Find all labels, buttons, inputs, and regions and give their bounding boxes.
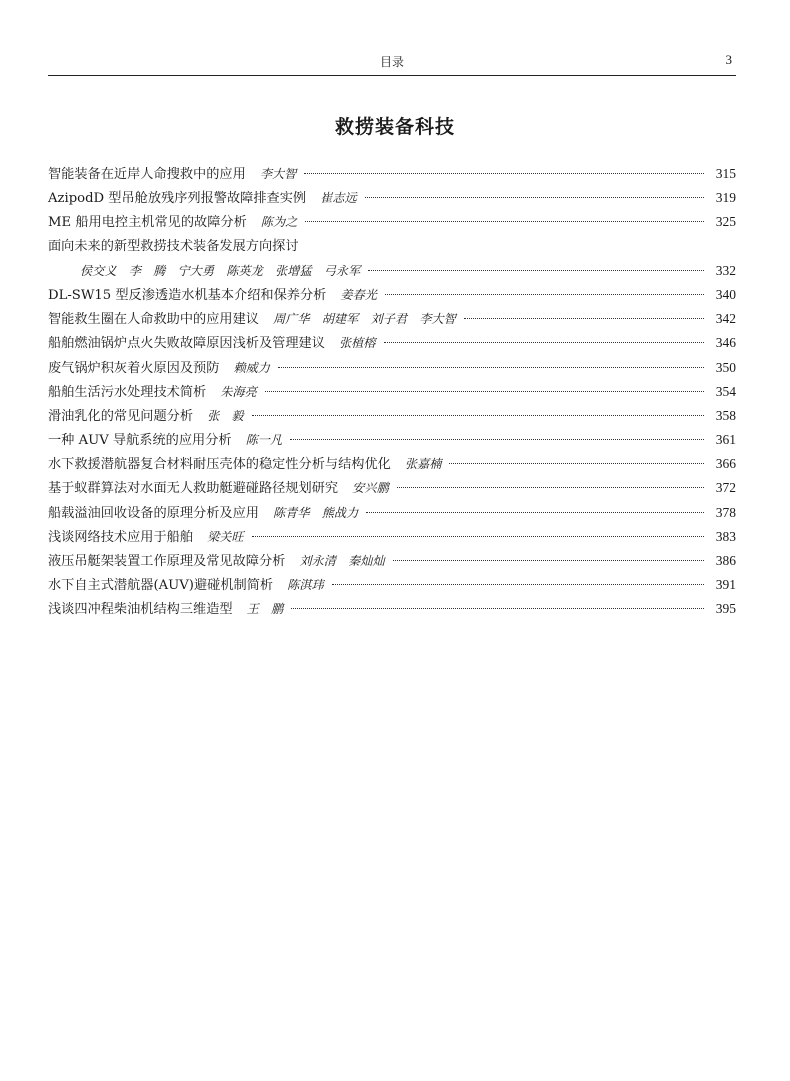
running-header xyxy=(48,50,736,72)
dot-leader xyxy=(265,391,704,392)
toc-entry-page: 319 xyxy=(715,190,736,206)
toc-entry-title: DL-SW15 型反渗透造水机基本介绍和保养分析 xyxy=(48,287,327,303)
toc-entry-authors: 侯交义 李 腾 宁大勇 陈英龙 张增猛 弓永军 xyxy=(80,263,361,278)
toc-entry-title: AzipodD 型吊舱放残序列报警故障排查实例 xyxy=(48,191,307,207)
toc-entry[interactable] xyxy=(48,597,736,621)
toc-entry-authors: 崔志远 xyxy=(320,191,357,206)
toc-entry-authors: 张植榕 xyxy=(338,336,376,351)
dot-leader xyxy=(291,608,704,609)
toc-entry-authors: 张嘉楠 xyxy=(404,457,442,472)
dot-leader xyxy=(384,342,705,343)
toc-entry-page: 386 xyxy=(715,553,736,568)
dot-leader xyxy=(393,560,704,561)
toc-entry-page: 383 xyxy=(715,528,736,544)
toc-entry-page: 354 xyxy=(715,383,736,399)
toc-entry-page: 391 xyxy=(715,577,736,593)
toc-entry-page: 361 xyxy=(715,432,736,448)
toc-entry[interactable] xyxy=(48,356,736,380)
toc-entry-authors: 陈一凡 xyxy=(245,433,283,448)
dot-leader xyxy=(305,221,704,222)
dot-leader xyxy=(385,294,704,295)
dot-leader xyxy=(449,463,704,464)
toc-entry-title: 智能救生圈在人命救助中的应用建议 xyxy=(48,312,259,328)
toc-entry[interactable] xyxy=(48,501,736,525)
toc-entry-page: 366 xyxy=(715,456,736,472)
toc-entry-page: 325 xyxy=(715,214,736,230)
dot-leader xyxy=(464,318,704,319)
toc-entry-title: 液压吊艇架装置工作原理及常见故障分析 xyxy=(48,554,286,569)
toc-entry-authors: 张 毅 xyxy=(207,408,244,423)
page-number: 3 xyxy=(725,52,732,67)
toc-entry-page: 340 xyxy=(715,286,736,302)
toc-entry-page: 350 xyxy=(715,359,736,375)
toc-entry-authors: 赖威力 xyxy=(233,360,270,375)
dot-leader xyxy=(365,197,704,198)
toc-entry-title: 水下自主式潜航器(AUV)避碰机制简析 xyxy=(48,578,274,594)
dot-leader xyxy=(252,415,704,416)
dot-leader xyxy=(366,512,704,513)
table-of-contents xyxy=(48,162,736,622)
toc-entry[interactable] xyxy=(48,404,736,428)
toc-entry-page: 332 xyxy=(715,262,736,278)
toc-entry-page: 372 xyxy=(715,480,736,496)
toc-entry-page: 342 xyxy=(715,311,736,327)
toc-entry-title: 水下救援潜航器复合材料耐压壳体的稳定性分析与结构优化 xyxy=(48,457,391,473)
section-title: 救捞装备科技 xyxy=(334,116,455,138)
toc-entry-authors: 王 鹏 xyxy=(246,602,284,617)
toc-entry-title: 废气锅炉积灰着火原因及预防 xyxy=(48,360,220,376)
dot-leader xyxy=(278,367,704,368)
toc-entry-authors: 陈青华 熊战力 xyxy=(273,505,359,520)
toc-entry-title: 船舶生活污水处理技术简析 xyxy=(48,384,207,400)
toc-entry-page: 378 xyxy=(715,504,736,520)
toc-entry-authors: 朱海亮 xyxy=(220,384,257,399)
running-title: 目录 xyxy=(379,55,404,69)
toc-entry-page: 315 xyxy=(715,166,736,181)
toc-entry-title: 浅谈网络技术应用于船舶 xyxy=(48,529,194,545)
toc-entry-authors: 周广华 胡建军 刘子君 李大智 xyxy=(273,312,456,327)
toc-entry[interactable] xyxy=(48,380,736,404)
header-rule xyxy=(48,75,736,76)
toc-entry[interactable] xyxy=(48,162,736,186)
toc-entry[interactable] xyxy=(48,307,736,331)
toc-entry-title: 智能装备在近岸人命搜救中的应用 xyxy=(48,167,246,182)
toc-entry-title: 滑油乳化的常见问题分析 xyxy=(48,408,194,424)
toc-entry-title: 面向未来的新型救捞技术装备发展方向探讨 xyxy=(48,238,299,254)
toc-entry[interactable] xyxy=(48,525,736,549)
dot-leader xyxy=(290,439,704,440)
toc-entry-page: 346 xyxy=(715,335,736,351)
toc-entry-title: 基于蚁群算法对水面无人救助艇避碰路径规划研究 xyxy=(48,481,339,497)
toc-entry[interactable] xyxy=(48,452,736,476)
toc-entry-title-line[interactable] xyxy=(48,235,736,259)
dot-leader xyxy=(252,536,704,537)
toc-entry[interactable] xyxy=(48,549,736,573)
dot-leader xyxy=(332,584,704,585)
toc-entry[interactable] xyxy=(48,210,736,234)
toc-entry-title: 浅谈四冲程柴油机结构三维造型 xyxy=(48,602,233,618)
toc-entry-authors-line[interactable] xyxy=(48,259,736,283)
toc-entry[interactable] xyxy=(48,476,736,500)
toc-entry[interactable] xyxy=(48,428,736,452)
toc-entry-authors: 姜春光 xyxy=(340,287,377,302)
toc-entry-page: 395 xyxy=(715,601,736,617)
toc-entry[interactable] xyxy=(48,283,736,307)
dot-leader xyxy=(397,487,704,488)
toc-entry-authors: 安兴鹏 xyxy=(352,481,389,496)
toc-entry-page: 358 xyxy=(715,407,736,423)
dot-leader xyxy=(304,173,704,174)
toc-entry-authors: 刘永清 秦灿灿 xyxy=(299,554,385,568)
toc-entry-title: 船载溢油回收设备的原理分析及应用 xyxy=(48,505,259,521)
toc-entry-authors: 陈为之 xyxy=(260,215,298,230)
toc-entry-title: 一种 AUV 导航系统的应用分析 xyxy=(48,433,232,449)
dot-leader xyxy=(368,270,704,271)
toc-entry[interactable] xyxy=(48,186,736,210)
toc-entry-title: 船舶燃油锅炉点火失败故障原因浅析及管理建议 xyxy=(48,336,325,352)
toc-entry[interactable] xyxy=(48,573,736,597)
toc-entry-title: ME 船用电控主机常见的故障分析 xyxy=(48,215,247,231)
toc-entry-authors: 梁关旺 xyxy=(207,529,244,544)
toc-entry[interactable] xyxy=(48,331,736,355)
toc-entry-authors: 李大智 xyxy=(259,167,297,181)
toc-entry-authors: 陈淇玮 xyxy=(287,578,324,593)
